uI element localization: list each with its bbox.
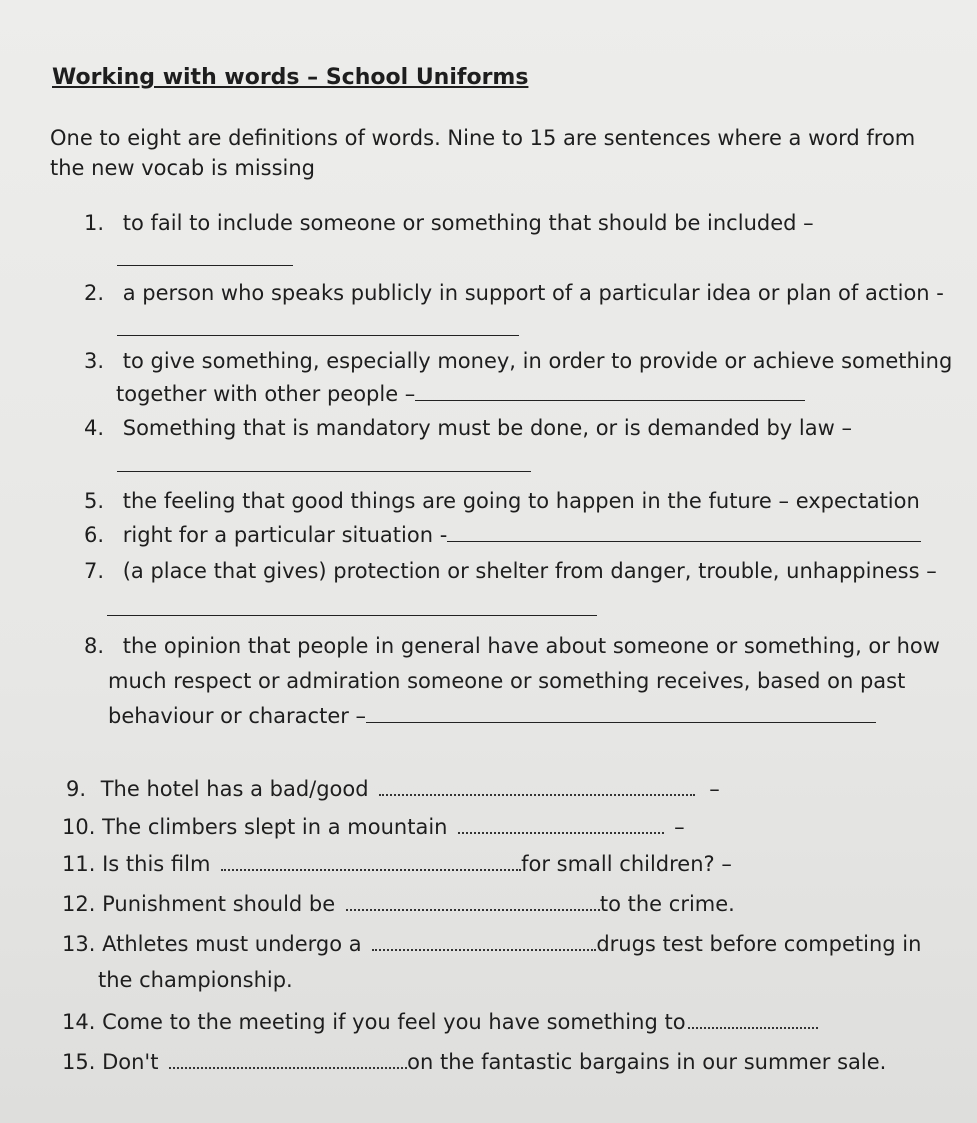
answer-blank-15[interactable] — [169, 1049, 407, 1069]
definition-4 — [84, 414, 852, 442]
definition-text: Something that is mandatory must be done, or is demanded by law – — [122, 416, 852, 440]
sentence-tail: – — [674, 815, 685, 839]
sentence-tail: – — [709, 777, 720, 801]
sentence-15 — [62, 1048, 886, 1076]
definition-number: 3. — [84, 349, 105, 373]
answer-blank-3[interactable] — [415, 380, 805, 401]
definition-8-line-3 — [108, 702, 876, 730]
answer-blank-10[interactable] — [458, 814, 664, 834]
definition-number: 7. — [84, 559, 105, 583]
answer-blank-8[interactable] — [366, 702, 876, 723]
definition-2 — [84, 279, 944, 307]
sentence-text: Punishment should be — [102, 892, 336, 916]
definition-text: a person who speaks publicly in support of a particular idea or plan of action - — [122, 281, 944, 305]
answer-blank-2[interactable] — [117, 315, 519, 336]
sentence-14 — [62, 1008, 818, 1036]
sentence-text: The hotel has a bad/good — [100, 777, 369, 801]
definition-8-line-2: much respect or admiration someone or something receives, based on past — [108, 669, 906, 693]
sentence-text: Is this film — [102, 852, 211, 876]
sentence-text: Athletes must undergo a — [102, 932, 362, 956]
sentence-text: The climbers slept in a mountain — [102, 815, 448, 839]
answer-blank-6[interactable] — [447, 521, 921, 542]
definition-number: 5. — [84, 489, 105, 513]
sentence-text-after: to the crime. — [599, 892, 735, 916]
answer-blank-14[interactable] — [688, 1009, 818, 1029]
definition-text: right for a particular situation - — [122, 523, 448, 547]
definition-3 — [84, 347, 952, 375]
definition-number: 2. — [84, 281, 105, 305]
definition-text: together with other people – — [116, 382, 416, 406]
answer-blank-12[interactable] — [346, 891, 600, 911]
sentence-text: Come to the meeting if you feel you have something to — [102, 1010, 686, 1034]
sentence-number: 9. — [66, 777, 87, 801]
sentence-number: 11. — [62, 852, 96, 876]
answer-blank-11[interactable] — [221, 851, 521, 871]
definition-text: to fail to include someone or something that should be included – — [122, 211, 814, 235]
sentence-11 — [62, 850, 732, 878]
answer-blank-13[interactable] — [372, 931, 596, 951]
definition-number: 4. — [84, 416, 105, 440]
definition-text: behaviour or character – — [108, 704, 367, 728]
sentence-number: 12. — [62, 892, 96, 916]
definition-text: to give something, especially money, in order to provide or achieve something — [122, 349, 953, 373]
answer-blank-9[interactable] — [379, 776, 695, 796]
sentence-10 — [62, 813, 685, 841]
sentence-text-after: drugs test before competing in — [596, 932, 922, 956]
sentence-text-after: for small children? – — [521, 852, 732, 876]
answer-blank-1[interactable] — [117, 245, 293, 266]
definition-3-continued — [116, 380, 805, 408]
sentence-text: Don't — [102, 1050, 159, 1074]
answer-blank-7[interactable] — [107, 595, 597, 616]
page-title: Working with words – School Uniforms — [52, 65, 529, 90]
sentence-number: 15. — [62, 1050, 96, 1074]
definition-1 — [84, 209, 814, 237]
definition-number: 1. — [84, 211, 105, 235]
definition-8 — [84, 632, 940, 660]
definition-7 — [84, 557, 937, 585]
definition-number: 6. — [84, 523, 105, 547]
answer-blank-4[interactable] — [117, 451, 531, 472]
sentence-12 — [62, 890, 735, 918]
definition-number: 8. — [84, 634, 105, 658]
definition-5 — [84, 487, 920, 515]
definition-text: the feeling that good things are going to happen in the future – expectation — [122, 489, 920, 513]
sentence-9 — [66, 775, 720, 803]
definition-text: (a place that gives) protection or shelter from danger, trouble, unhappiness – — [122, 559, 937, 583]
definition-6 — [84, 521, 921, 549]
definition-text: the opinion that people in general have about someone or something, or how — [122, 634, 940, 658]
sentence-13-continued: the championship. — [98, 968, 293, 992]
sentence-number: 13. — [62, 932, 96, 956]
sentence-number: 10. — [62, 815, 96, 839]
sentence-text-after: on the fantastic bargains in our summer sale. — [407, 1050, 887, 1074]
intro-line-1: One to eight are definitions of words. Nine to 15 are sentences where a word from — [50, 126, 916, 150]
sentence-13 — [62, 930, 921, 958]
intro-line-2: the new vocab is missing — [50, 156, 316, 180]
sentence-number: 14. — [62, 1010, 96, 1034]
